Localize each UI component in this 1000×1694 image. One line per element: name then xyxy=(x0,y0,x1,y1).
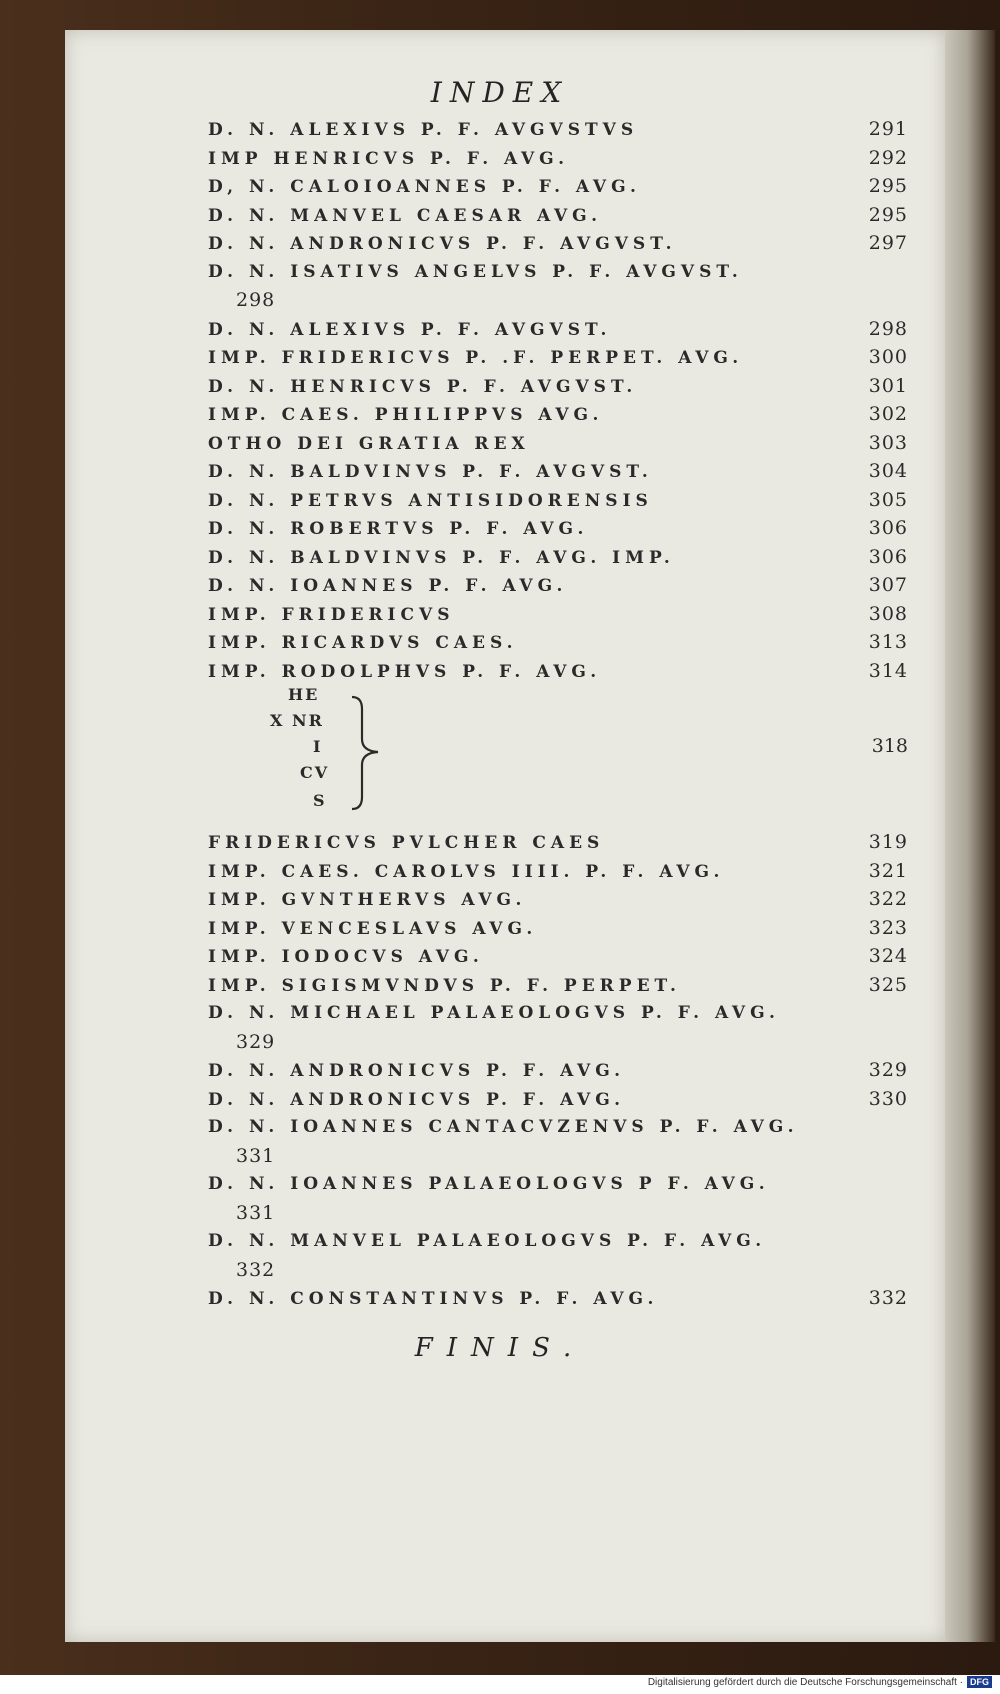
index-entry xyxy=(208,229,908,258)
entry-name: D. N. IOANNES P. F. AVG. xyxy=(208,576,568,596)
entry-page-number: 323 xyxy=(868,916,908,939)
entry-page-number: 329 xyxy=(868,1059,908,1081)
entry-page-number: 325 xyxy=(868,973,908,996)
entry-name: IMP. FRIDERICVS P. .F. PERPET. AVG. xyxy=(208,348,744,368)
entry-name: IMP. CAES. PHILIPPVS AVG. xyxy=(208,405,604,425)
entry-page-number: 314 xyxy=(868,659,908,682)
index-entry xyxy=(208,1170,908,1227)
index-entry xyxy=(208,372,908,401)
index-entry xyxy=(208,1284,908,1313)
index-entry xyxy=(208,486,908,515)
monogram-line: CV xyxy=(300,763,330,782)
index-entry xyxy=(208,1056,908,1085)
entry-page-number: 292 xyxy=(868,146,908,169)
entry-name: D. N. MICHAEL PALAEOLOGVS P. F. AVG. xyxy=(208,1003,780,1023)
entry-name: IMP. IODOCVS AVG. xyxy=(208,947,484,967)
entry-name: D, N. CALOIOANNES P. F. AVG. xyxy=(208,177,641,197)
entry-page-number: 301 xyxy=(868,374,908,397)
index-entry xyxy=(208,628,908,657)
entry-page-number: 306 xyxy=(868,545,908,568)
entry-name: IMP. SIGISMVNDVS P. F. PERPET. xyxy=(208,975,681,996)
entry-name: D. N. ANDRONICVS P. F. AVG. xyxy=(208,1061,626,1081)
entry-page-number: 305 xyxy=(868,488,908,511)
entry-page-number: 308 xyxy=(868,602,908,625)
monogram-line: S xyxy=(313,791,327,810)
entry-page-number: 302 xyxy=(868,403,908,425)
index-entry xyxy=(208,1113,908,1170)
entry-page-number: 306 xyxy=(868,517,908,539)
entry-page-number: 319 xyxy=(868,831,908,853)
entry-page-number: 298 xyxy=(868,317,908,340)
entry-name: IMP. RODOLPHVS P. F. AVG. xyxy=(208,661,602,682)
entry-page-number: 295 xyxy=(868,203,908,226)
entry-page-number: 307 xyxy=(868,574,908,596)
entry-name: IMP. RICARDVS CAES. xyxy=(208,633,518,653)
entry-page-number: 330 xyxy=(868,1087,908,1110)
entry-page-number: 291 xyxy=(868,118,908,140)
entry-name: IMP HENRICVS P. F. AVG. xyxy=(208,148,570,169)
entry-page-number: 322 xyxy=(868,888,908,910)
index-entry xyxy=(208,999,908,1056)
index-entry xyxy=(208,571,908,600)
digitization-credit xyxy=(648,1676,992,1688)
entry-name: IMP. GVNTHERVS AVG. xyxy=(208,890,527,910)
index-entry xyxy=(208,315,908,344)
index-entry xyxy=(208,543,908,572)
index-entry xyxy=(208,857,908,886)
entry-page-number: 303 xyxy=(868,431,908,454)
entry-name: D. N. ANDRONICVS P. F. AVGVST. xyxy=(208,234,677,254)
index-entries-top xyxy=(208,115,908,685)
entry-page-number: 304 xyxy=(868,460,908,482)
index-entry xyxy=(208,1227,908,1284)
entry-name: IMP. CAES. CAROLVS IIII. P. F. AVG. xyxy=(208,861,725,882)
entry-page-number: 332 xyxy=(868,1287,908,1309)
entry-name: D. N. CONSTANTINVS P. F. AVG. xyxy=(208,1289,659,1309)
entry-name: D. N. IOANNES PALAEOLOGVS P F. AVG. xyxy=(208,1174,770,1194)
entry-name: OTHO DEI GRATIA REX xyxy=(208,433,530,454)
index-entry xyxy=(208,657,908,686)
entry-page-number: 331 xyxy=(236,1144,276,1167)
entry-page-number: 297 xyxy=(868,232,908,254)
index-entry xyxy=(208,514,908,543)
index-entry xyxy=(208,115,908,144)
index-entry xyxy=(208,942,908,971)
monogram-line: I xyxy=(313,737,323,756)
entry-page-number: 313 xyxy=(868,631,908,653)
entry-name: D. N. ALEXIVS P. F. AVGVST. xyxy=(208,319,612,340)
entry-page-number: 329 xyxy=(236,1030,276,1053)
entry-name: D. N. MANVEL CAESAR AVG. xyxy=(208,205,602,226)
entry-name: D. N. BALDVINVS P. F. AVGVST. xyxy=(208,462,653,482)
entry-page-number: 324 xyxy=(868,945,908,967)
index-entry xyxy=(208,172,908,201)
page-heading: INDEX xyxy=(430,76,570,109)
entry-name: D. N. IOANNES CANTACVZENVS P. F. AVG. xyxy=(208,1117,799,1137)
entry-page-number: 332 xyxy=(236,1258,276,1281)
index-entry xyxy=(208,144,908,173)
entry-page-number: 295 xyxy=(868,175,908,197)
entry-name: D. N. ROBERTVS P. F. AVG. xyxy=(208,519,589,539)
index-list xyxy=(208,115,908,1313)
entry-name: IMP. VENCESLAVS AVG. xyxy=(208,918,538,939)
entry-name: D. N. MANVEL PALAEOLOGVS P. F. AVG. xyxy=(208,1231,767,1251)
curly-brace-icon xyxy=(348,693,384,811)
entry-page-number: 331 xyxy=(236,1201,276,1224)
monogram-entry xyxy=(208,685,908,828)
index-entry xyxy=(208,258,908,315)
dfg-logo: DFG xyxy=(967,1676,992,1688)
footer-text: Digitalisierung gefördert durch die Deutsche Forschungsgemeinschaft · xyxy=(647,1676,963,1688)
entry-name: D. N. PETRVS ANTISIDORENSIS xyxy=(208,490,653,511)
index-entry xyxy=(208,914,908,943)
index-entry xyxy=(208,201,908,230)
index-entry xyxy=(208,600,908,629)
index-entry xyxy=(208,1085,908,1114)
index-entry xyxy=(208,343,908,372)
index-entry xyxy=(208,457,908,486)
monogram-page-number: 318 xyxy=(871,735,908,757)
entry-name: D. N. ANDRONICVS P. F. AVG. xyxy=(208,1089,626,1110)
entry-name: FRIDERICVS PVLCHER CAES xyxy=(208,833,605,853)
index-entry xyxy=(208,828,908,857)
index-entry xyxy=(208,885,908,914)
index-entry xyxy=(208,400,908,429)
entry-name: D. N. BALDVINVS P. F. AVG. IMP. xyxy=(208,547,675,568)
entry-page-number: 321 xyxy=(868,859,908,882)
entry-page-number: 298 xyxy=(236,289,276,311)
entry-name: D. N. HENRICVS P. F. AVGVST. xyxy=(208,376,638,397)
entry-name: D. N. ALEXIVS P. F. AVGVSTVS xyxy=(208,120,639,140)
monogram-line: X NR xyxy=(270,711,324,730)
monogram-line: HE xyxy=(288,685,320,704)
entry-name: IMP. FRIDERICVS xyxy=(208,604,455,625)
index-entry xyxy=(208,429,908,458)
index-entries-bottom xyxy=(208,828,908,1313)
entry-page-number: 300 xyxy=(868,346,908,368)
entry-name: D. N. ISATIVS ANGELVS P. F. AVGVST. xyxy=(208,261,743,282)
index-entry xyxy=(208,971,908,1000)
finis-mark: FINIS. xyxy=(414,1333,586,1363)
